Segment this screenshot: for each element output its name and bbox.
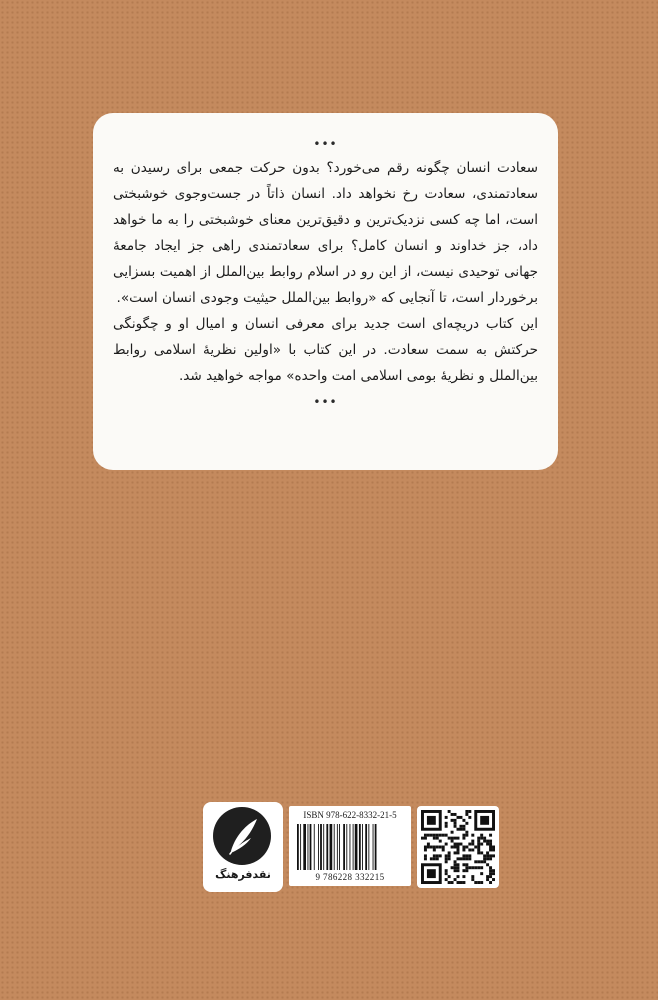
quill-feather-icon	[213, 807, 271, 865]
qr-code	[417, 806, 499, 888]
barcode-bars	[295, 824, 405, 870]
blurb-text	[113, 155, 538, 389]
blurb-panel	[93, 113, 558, 470]
publisher-name: نقدفرهنگ	[215, 868, 271, 881]
qr-code-icon	[421, 810, 495, 884]
barcode-digits: 9 786228 332215	[315, 872, 385, 882]
blurb-paragraph-1: سعادت انسان چگونه رقم می‌خورد؟ بدون حرکت جمعی برای رسیدن به سعادتمندی، سعادت رخ نخواهد داد. انسان ذاتاً در جست‌وجوی خوشبختی است، اما چه کسی نزدیک‌ترین و دقیق‌ترین معنای خوشبختی را به ما خواهد داد، جز خداوند و انسان کامل؟ برای سعادتمندی راهی جز ایجاد جامعهٔ جهانی توحیدی نیست، از این رو در اسلام روابط بین‌الملل از اهمیت بسزایی برخوردار است، تا آنجایی که «روابط بین‌الملل حیثیت وجودی انسان است».	[113, 160, 538, 306]
ornament-top: •••	[313, 137, 338, 151]
isbn-label: ISBN 978-622-8332-21-5	[303, 810, 397, 820]
blurb-paragraph-2: این کتاب دریچه‌ای است جدید برای معرفی انسان و امیال او و چگونگی حرکتش به سمت سعادت. در این کتاب با «اولین نظریهٔ اسلامی روابط بین‌الملل و نظریهٔ بومی اسلامی امت واحده» مواجه خواهید شد.	[113, 316, 538, 384]
ornament-bottom: •••	[313, 395, 338, 409]
isbn-barcode	[289, 806, 411, 886]
publisher-logo	[203, 802, 283, 892]
barcode-strip	[203, 802, 499, 892]
